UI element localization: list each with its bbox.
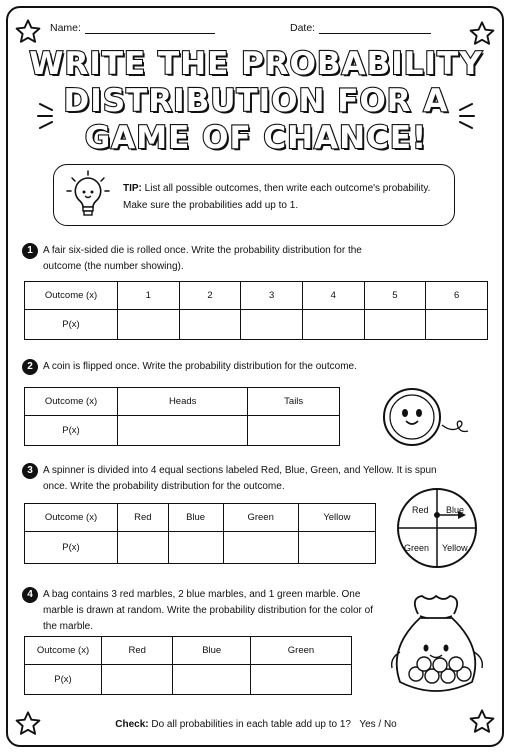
table-header: Yellow — [298, 504, 375, 532]
sparkle-icon — [448, 100, 476, 130]
table-header: Blue — [168, 504, 223, 532]
question-1 — [22, 243, 397, 275]
table-header: Blue — [173, 637, 251, 665]
sparkle-icon — [36, 100, 64, 130]
question-2 — [22, 359, 452, 375]
lightbulb-icon — [60, 168, 116, 224]
answer-cell[interactable] — [173, 665, 251, 695]
question-text: A spinner is divided into 4 equal sections labeled Red, Blue, Green, and Yellow. It is spun once. Write the probability distribution for the outcome. — [43, 465, 437, 492]
answer-cell[interactable] — [248, 416, 340, 446]
coin-icon — [380, 385, 475, 455]
question-number: 4 — [22, 587, 38, 603]
spinner-wheel-icon — [396, 487, 478, 569]
answer-cell[interactable] — [426, 310, 488, 340]
table-header: 3 — [241, 282, 303, 310]
title-line-3: GAME OF CHANCE! — [84, 120, 428, 156]
question-number: 3 — [22, 463, 38, 479]
table-header: 1 — [118, 282, 180, 310]
title-line-1: WRITE THE PROBABILITY — [29, 46, 483, 82]
spinner-label: Yellow — [442, 543, 468, 553]
date-field[interactable] — [290, 22, 431, 34]
tip-label: TIP: — [123, 183, 142, 194]
table-q3 — [24, 503, 376, 564]
table-header: Red — [102, 637, 173, 665]
tip-body: List all possible outcomes, then write each outcome's probability. Make sure the probabilities add up to 1. — [123, 183, 431, 211]
check-text: Do all probabilities in each table add up to 1? — [151, 719, 351, 730]
table-header: 5 — [364, 282, 426, 310]
question-text: A fair six-sided die is rolled once. Write the probability distribution for the outcome (the number showing). — [43, 245, 362, 272]
answer-cell[interactable] — [364, 310, 426, 340]
spinner — [396, 487, 478, 569]
question-number: 1 — [22, 243, 38, 259]
answer-cell[interactable] — [102, 665, 173, 695]
yes-no-options[interactable]: Yes / No — [359, 719, 397, 730]
question-number: 2 — [22, 359, 38, 375]
table-header: 4 — [302, 282, 364, 310]
question-text: A bag contains 3 red marbles, 2 blue marbles, and 1 green marble. One marble is drawn at random. Write the probability distribution for the color of the marble. — [43, 589, 373, 632]
answer-cell[interactable] — [118, 310, 180, 340]
answer-cell[interactable] — [302, 310, 364, 340]
name-label: Name: — [50, 22, 81, 34]
row-label: P(x) — [25, 665, 102, 695]
row-label: P(x) — [25, 310, 118, 340]
date-label: Date: — [290, 22, 316, 34]
check-label: Check: — [115, 719, 149, 730]
table-header: Red — [118, 504, 169, 532]
table-q2 — [24, 387, 340, 446]
table-header: Outcome (x) — [25, 388, 118, 416]
tip-box — [53, 164, 455, 226]
table-header: Tails — [248, 388, 340, 416]
name-field[interactable] — [50, 22, 215, 34]
star-icon — [14, 18, 42, 46]
answer-cell[interactable] — [251, 665, 352, 695]
answer-cell[interactable] — [179, 310, 241, 340]
check-line — [0, 719, 512, 730]
table-header: Green — [223, 504, 298, 532]
star-icon — [468, 20, 496, 48]
row-label: P(x) — [25, 532, 118, 564]
answer-cell[interactable] — [168, 532, 223, 564]
marble-bag-icon — [380, 592, 495, 704]
table-header: Outcome (x) — [25, 637, 102, 665]
table-header: Outcome (x) — [25, 282, 118, 310]
table-header: 2 — [179, 282, 241, 310]
spinner-label: Red — [412, 505, 429, 515]
table-q1 — [24, 281, 488, 340]
spinner-label: Blue — [446, 505, 465, 515]
spinner-label: Green — [404, 543, 430, 553]
answer-cell[interactable] — [298, 532, 375, 564]
table-header: Heads — [118, 388, 248, 416]
answer-cell[interactable] — [241, 310, 303, 340]
table-header: 6 — [426, 282, 488, 310]
answer-cell[interactable] — [223, 532, 298, 564]
question-3 — [22, 463, 442, 495]
row-label: P(x) — [25, 416, 118, 446]
table-header: Green — [251, 637, 352, 665]
answer-cell[interactable] — [118, 532, 169, 564]
title-line-2: DISTRIBUTION FOR A — [63, 83, 449, 119]
table-q4 — [24, 636, 352, 695]
question-text: A coin is flipped once. Write the probability distribution for the outcome. — [43, 361, 357, 372]
question-4 — [22, 587, 392, 635]
tip-text — [123, 180, 443, 214]
answer-cell[interactable] — [118, 416, 248, 446]
table-header: Outcome (x) — [25, 504, 118, 532]
